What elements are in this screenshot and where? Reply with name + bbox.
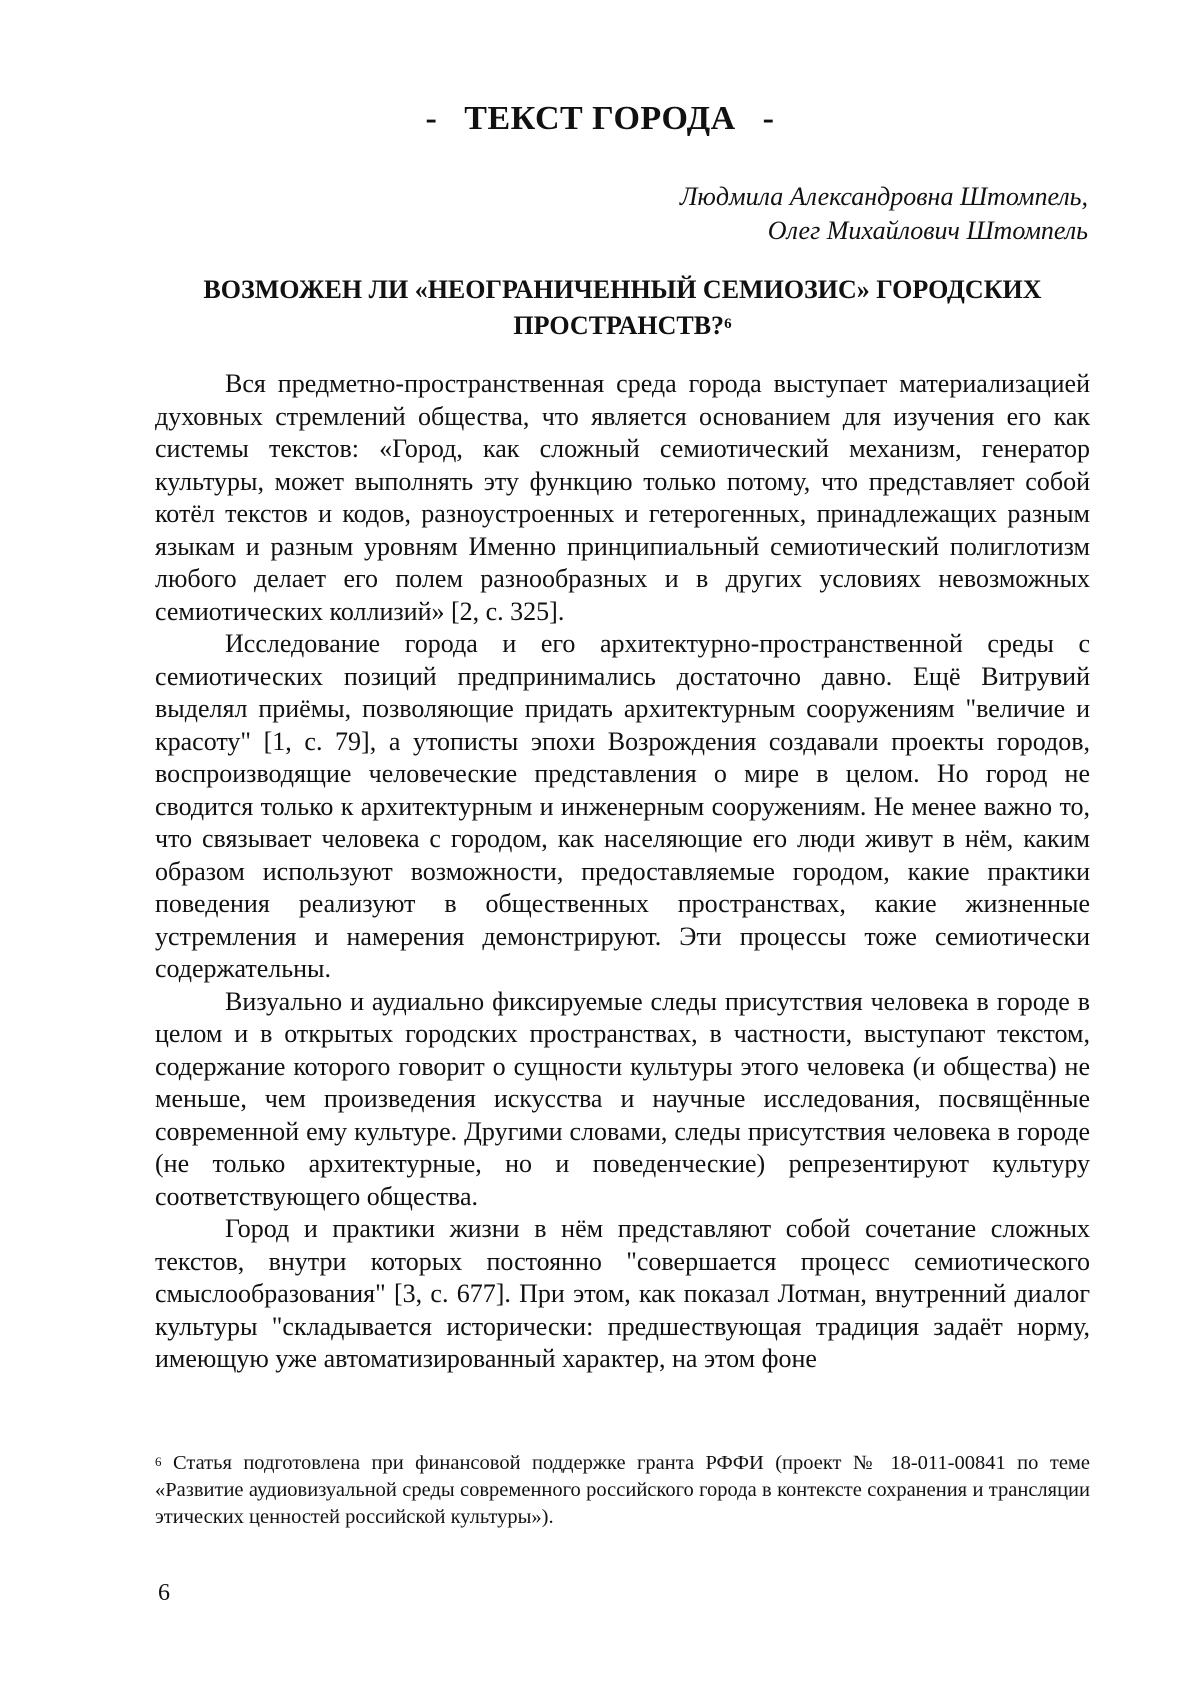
page-number: 6 — [158, 1580, 170, 1606]
footnote-text: Статья подготовлена при финансовой поддержке гранта РФФИ (проект № 18-011-00841 по теме «Развитие аудиовизуальной среды современного российского города в контексте сохранения и трансляции этических ценностей российской культуры»). — [155, 1452, 1090, 1528]
paragraph: Визуально и аудиально фиксируемые следы присутствия человека в городе в целом и в открытых городских пространствах, в частности, выступают текстом, содержание которого говорит о сущности культуры этого человека (и общества) не меньше, чем произведения искусства и научные исследования, посвящённые современной ему культуре. Другими словами, следы присутствия человека в городе (не только архитектурные, но и поведенческие) репрезентируют культуру соответствующего общества. — [155, 986, 1090, 1211]
footnote-reference: 6 — [724, 316, 732, 332]
footnote — [155, 1450, 1090, 1531]
authors-block — [680, 180, 1088, 248]
author-name: Олег Михайлович Штомпель — [767, 216, 1088, 245]
article-title-text: ВОЗМОЖЕН ЛИ «НЕОГРАНИЧЕННЫЙ СЕМИОЗИС» ГОРОДСКИХ ПРОСТРАНСТВ? — [203, 275, 1042, 340]
author-name: Людмила Александровна Штомпель, — [679, 182, 1088, 211]
paragraph: Вся предметно-пространственная среда города выступает материализацией духовных стремлений общества, что является основанием для изучения его как системы текстов: «Город, как сложный семиотический механизм, генератор культуры, может выполнять эту функцию только потому, что представляет собой котёл текстов и кодов, разноустроенных и гетерогенных, принадлежащих разным языкам и разным уровням Именно принципиальный семиотический полиглотизм любого делает его полем разнообразных и в других условиях невозможных семиотических коллизий» [2, с. 325]. — [155, 369, 1090, 626]
footnote-marker: 6 — [155, 1454, 162, 1469]
paragraph: Исследование города и его архитектурно-пространственной среды с семиотических позиций предпринимались достаточно давно. Ещё Витрувий выделял приёмы, позволяющие придать архитектурным сооружениям "величие и красоту" [1, с. 79], а утописты эпохи Возрождения создавали проекты городов, воспроизводящие человеческие представления о мире в целом. Но город не сводится только к архитектурным и инженерным сооружениям. Не менее важно то, что связывает человека с городом, как населяющие его люди живут в нём, каким образом используют возможности, предоставляемые городом, какие практики поведения реализуют в общественных пространствах, какие жизненные устремления и намерения демонстрируют. Эти процессы тоже семиотически содержательны. — [155, 629, 1090, 983]
paragraph: Город и практики жизни в нём представляют собой сочетание сложных текстов, внутри которых постоянно "совершается процесс семиотического смыслообразования" [3, с. 677]. При этом, как показал Лотман, внутренний диалог культуры "складывается исторически: предшествующая традиция задаёт норму, имеющую уже автоматизированный характер, на этом фоне — [155, 1214, 1090, 1373]
section-title: - ТЕКСТ ГОРОДА - — [425, 100, 775, 137]
article-title — [155, 272, 1090, 344]
article-body — [155, 368, 1090, 1376]
